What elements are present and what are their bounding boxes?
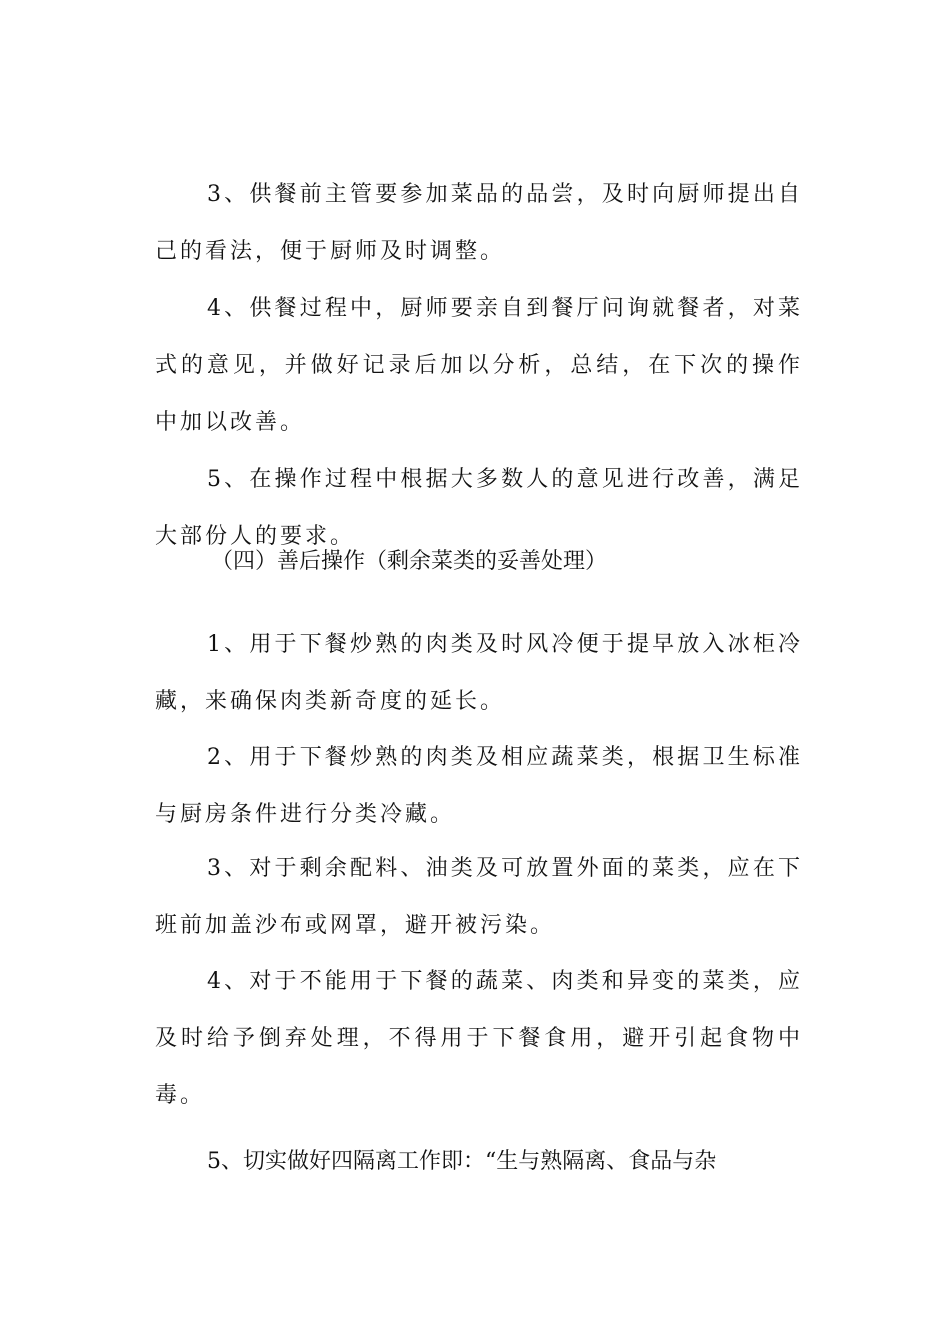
paragraph-majority-opinion: 5、在操作过程中根据大多数人的意见进行改善，满足大部份人的要求。: [155, 467, 803, 549]
paragraph-classified-storage: 2、用于下餐炒熟的肉类及相应蔬菜类，根据卫生标准与厨房条件进行分类冷藏。: [155, 745, 803, 827]
paragraph-cover-ingredients: 3、对于剩余配料、油类及可放置外面的菜类，应在下班前加盖沙布或网罩，避开被污染。: [155, 856, 803, 938]
paragraph-meat-cooling: 1、用于下餐炒熟的肉类及时风冷便于提早放入冰柜冷藏，来确保肉类新奇度的延长。: [155, 632, 803, 714]
section-heading-aftercare: （四）善后操作（剩余菜类的妥善处理）: [211, 549, 608, 574]
paragraph-four-separations: 5、切实做好四隔离工作即：“生与熟隔离、食品与杂: [207, 1149, 717, 1174]
paragraph-chef-inquiry: 4、供餐过程中，厨师要亲自到餐厅问询就餐者，对菜式的意见，并做好记录后加以分析，总结，在下次的操作中加以改善。: [155, 296, 803, 435]
paragraph-discard-spoiled: 4、对于不能用于下餐的蔬菜、肉类和异变的菜类，应及时给予倒弃处理，不得用于下餐食用，避开引起食物中毒。: [155, 969, 803, 1108]
paragraph-supervisor-tasting: 3、供餐前主管要参加菜品的品尝，及时向厨师提出自己的看法，便于厨师及时调整。: [155, 182, 803, 264]
